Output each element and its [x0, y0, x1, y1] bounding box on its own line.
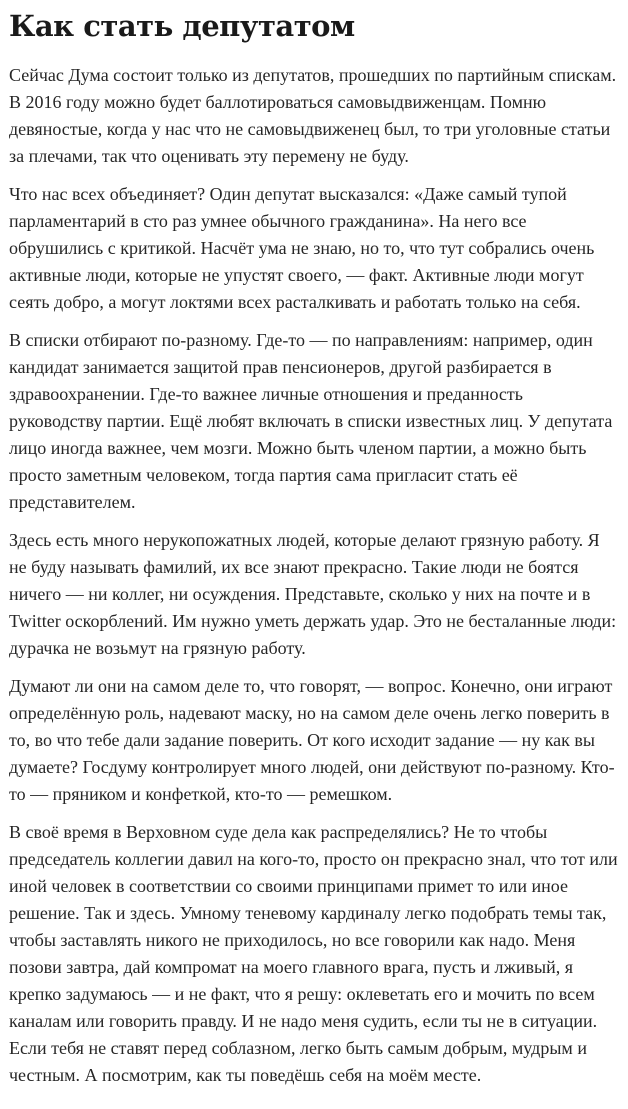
- article-paragraph-2: Что нас всех объединяет? Один депутат высказался: «Даже самый тупой парламентарий в сто раз умнее обычного гражданина». На него все обрушились с критикой. Насчёт ума не знаю, но то, что тут собрались очень активные люди, которые не упустят своего, — факт. Активные люди могут сеять добро, а могут локтями всех расталкивать и работать только на себя.: [9, 184, 595, 313]
- article-paragraph-4: Здесь есть много нерукопожатных людей, которые делают грязную работу. Я не буду называть фамилий, их все знают прекрасно. Такие люди не боятся ничего — ни коллег, ни осуждения. Представьте, сколько у них на почте и в Twitter оскорблений. Им нужно уметь держать удар. Это не бесталанные люди: дурачка не возьмут на грязную работу.: [9, 530, 617, 659]
- article-paragraph-1: Сейчас Дума состоит только из депутатов, прошедших по партийным спискам. В 2016 году можно будет баллотироваться самовыдвиженцам. Помню девяностые, когда у нас что не самовыдвиженец был, то три уголовные статьи за плечами, так что оценивать эту перемену не буду.: [9, 65, 617, 167]
- article-paragraph-3: В списки отбирают по-разному. Где-то — по направлениям: например, один кандидат занимается защитой прав пенсионеров, другой разбирается в здравоохранении. Где-то важнее личные отношения и преданность руководству партии. Ещё любят включать в списки известных лиц. У депутата лицо иногда важнее, чем мозги. Можно быть членом партии, а можно быть просто заметным человеком, тогда партия сама пригласит стать её представителем.: [9, 330, 613, 513]
- article-paragraph-6: В своё время в Верховном суде дела как распределялись? Не то чтобы председатель коллегии давил на кого-то, просто он прекрасно знал, что тот или иной человек в соответствии со своими принципами примет то или иное решение. Так и здесь. Умному теневому кардиналу легко подобрать темы так, чтобы заставлять никого не приходилось, но все говорили как надо. Меня позови завтра, дай компромат на моего главного врага, пусть и лживый, я крепко задумаюсь — и не факт, что я решу: оклеветать его и мочить по всем каналам или говорить правду. И не надо меня судить, если ты не в ситуации. Если тебя не ставят перед соблазном, легко быть самым добрым, мудрым и честным. А посмотрим, как ты поведёшь себя на моём месте.: [9, 822, 618, 1086]
- article-paragraph-5: Думают ли они на самом деле то, что говорят, — вопрос. Конечно, они играют определённую роль, надевают маску, но на самом деле очень легко поверить в то, во что тебе дали задание поверить. От кого исходит задание — ну как вы думаете? Госдуму контролирует много людей, они действуют по-разному. Кто-то — пряником и конфеткой, кто-то — ремешком.: [9, 676, 615, 805]
- page-title: Как стать депутатом: [9, 9, 355, 43]
